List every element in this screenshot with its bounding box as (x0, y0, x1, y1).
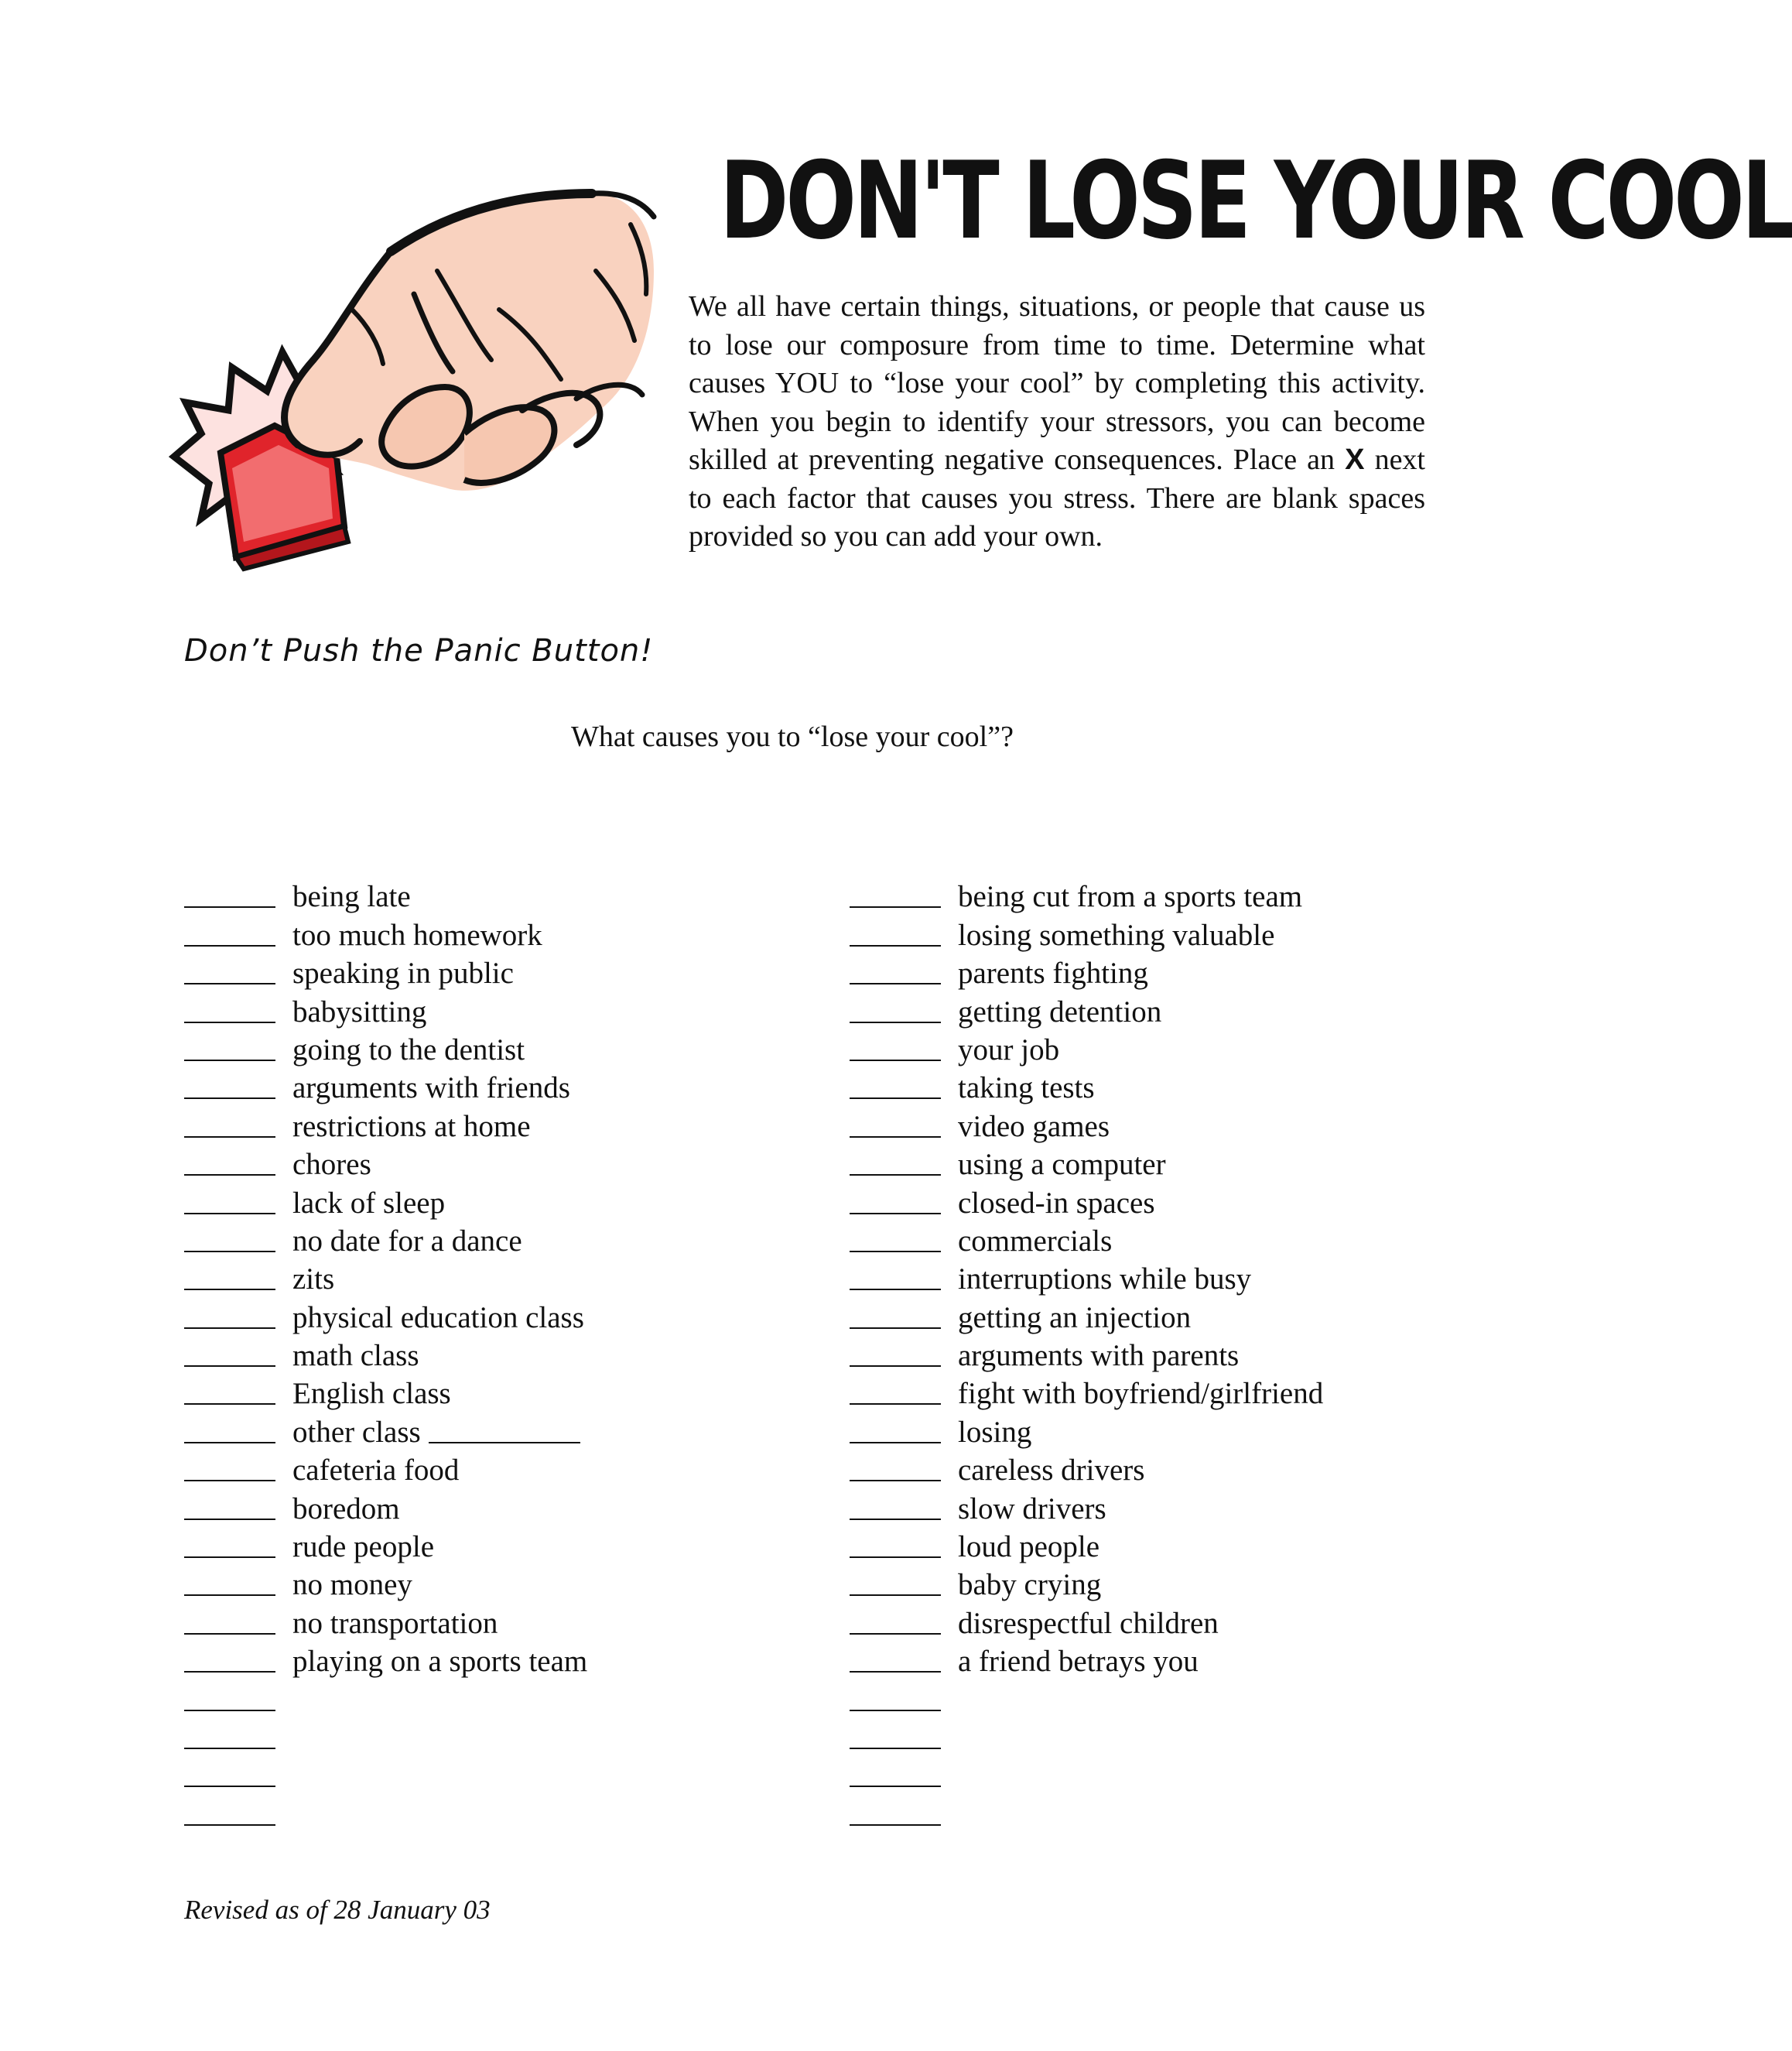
checklist-item-label: being late (292, 880, 411, 914)
intro-text-1: We all have certain things, situations, or people that cause us to lose our composure from time to time. Determine what causes YOU to “lose your cool” by completing this activity. When you begin to identify your stressors, you can become skilled at preventing negative consequences. Place an (689, 290, 1425, 476)
answer-blank[interactable] (850, 1213, 941, 1214)
right-checklist (850, 876, 1323, 1832)
answer-blank[interactable] (850, 1480, 941, 1481)
intro-text-2: next to each factor that causes you stress. There are blank spaces provided so you can add your own. (689, 443, 1425, 553)
intro-mark: X (1345, 443, 1365, 476)
checklist-item (850, 1564, 1323, 1602)
checklist-item-label: video games (958, 1109, 1110, 1143)
slogan: Don’t Push the Panic Button! (184, 633, 654, 669)
answer-blank[interactable] (184, 1060, 275, 1061)
checklist-item (184, 1450, 587, 1488)
answer-blank[interactable] (850, 1251, 941, 1252)
answer-blank[interactable] (184, 1097, 275, 1099)
checklist-item (850, 1067, 1323, 1105)
checklist-item-label: parents fighting (958, 957, 1148, 991)
checklist-item (850, 1221, 1323, 1258)
checklist-item-label: closed-in spaces (958, 1186, 1155, 1220)
checklist-item-label: chores (292, 1148, 371, 1182)
checklist-item-label: commercials (958, 1224, 1113, 1258)
answer-blank[interactable] (850, 1786, 941, 1787)
answer-blank[interactable] (850, 1327, 941, 1329)
other-class-blank[interactable] (429, 1442, 580, 1443)
checklist-item (184, 1793, 587, 1831)
checklist-item (850, 914, 1323, 952)
checklist-item-label: losing (958, 1415, 1032, 1449)
answer-blank[interactable] (850, 1519, 941, 1520)
checklist-item (850, 1717, 1323, 1755)
answer-blank[interactable] (184, 906, 275, 908)
checklist-item (850, 1144, 1323, 1182)
checklist-item (184, 1296, 587, 1334)
checklist-item-label: interruptions while busy (958, 1262, 1252, 1296)
answer-blank[interactable] (184, 1213, 275, 1214)
checklist-item-label: baby crying (958, 1568, 1102, 1602)
checklist-item (184, 1373, 587, 1411)
checklist-item (850, 1679, 1323, 1717)
answer-blank[interactable] (184, 1289, 275, 1290)
answer-blank[interactable] (184, 1251, 275, 1252)
answer-blank[interactable] (850, 1594, 941, 1596)
checklist-item-label: playing on a sports team (292, 1645, 588, 1679)
checklist-item (184, 1755, 587, 1793)
checklist-item (184, 1144, 587, 1182)
checklist-item-label: rude people (292, 1530, 435, 1564)
checklist-item (184, 1067, 587, 1105)
hand-pressing-panic-button-icon (159, 178, 673, 580)
checklist-item (850, 1182, 1323, 1220)
answer-blank[interactable] (184, 1824, 275, 1826)
checklist-item-label: other class (292, 1415, 421, 1449)
checklist-item-label: cafeteria food (292, 1454, 460, 1488)
checklist-item (184, 1105, 587, 1143)
checklist-item-label: being cut from a sports team (958, 880, 1303, 914)
checklist-item (850, 1258, 1323, 1296)
checklist-item (184, 991, 587, 1029)
checklist-item (850, 1755, 1323, 1793)
checklist-item-label: zits (292, 1262, 335, 1296)
checklist-item (850, 1641, 1323, 1679)
checklist-item-label: disrespectful children (958, 1606, 1219, 1640)
checklist-item (850, 1793, 1323, 1831)
answer-blank[interactable] (184, 1136, 275, 1138)
answer-blank[interactable] (184, 1442, 275, 1443)
checklist-item (850, 991, 1323, 1029)
answer-blank[interactable] (184, 983, 275, 984)
checklist-item (184, 876, 587, 914)
answer-blank[interactable] (184, 1022, 275, 1023)
answer-blank[interactable] (850, 1710, 941, 1711)
answer-blank[interactable] (850, 1633, 941, 1635)
checklist-item-label: going to the dentist (292, 1032, 525, 1067)
checklist-item-label: using a computer (958, 1148, 1166, 1182)
answer-blank[interactable] (850, 1136, 941, 1138)
checklist-item (850, 1373, 1323, 1411)
answer-blank[interactable] (850, 1289, 941, 1290)
checklist-item-label: restrictions at home (292, 1109, 531, 1143)
checklist-item (184, 1679, 587, 1717)
answer-blank[interactable] (850, 1365, 941, 1367)
checklist-item (184, 1641, 587, 1679)
checklist-item (850, 1526, 1323, 1564)
checklist-item-label: loud people (958, 1530, 1100, 1564)
left-checklist (184, 876, 587, 1832)
checklist-item (184, 1182, 587, 1220)
checklist-item (850, 1029, 1323, 1067)
checklist-item-label: getting an injection (958, 1300, 1192, 1334)
answer-blank[interactable] (184, 1519, 275, 1520)
checklist-item (184, 953, 587, 991)
answer-blank[interactable] (184, 1365, 275, 1367)
checklist-item-label: no transportation (292, 1606, 498, 1640)
checklist-item-label: taking tests (958, 1071, 1095, 1105)
checklist-item-label: physical education class (292, 1300, 584, 1334)
answer-blank[interactable] (184, 1710, 275, 1711)
checklist-item-label: your job (958, 1032, 1060, 1067)
answer-blank[interactable] (184, 1748, 275, 1749)
checklist-item-label: no date for a dance (292, 1224, 522, 1258)
checklist-item (184, 1602, 587, 1640)
answer-blank[interactable] (184, 1480, 275, 1481)
answer-blank[interactable] (184, 945, 275, 947)
checklist-item (850, 1335, 1323, 1373)
answer-blank[interactable] (850, 1442, 941, 1443)
checklist-item (184, 1564, 587, 1602)
checklist-item (850, 1411, 1323, 1449)
answer-blank[interactable] (850, 1556, 941, 1558)
checklist-item (850, 1450, 1323, 1488)
checklist-item-label: math class (292, 1339, 419, 1373)
checklist-item (184, 1488, 587, 1525)
checklist-item-label: boredom (292, 1491, 400, 1525)
answer-blank[interactable] (184, 1556, 275, 1558)
checklist-item-label: too much homework (292, 918, 542, 952)
answer-blank[interactable] (850, 1097, 941, 1099)
answer-blank[interactable] (184, 1403, 275, 1405)
page-title: DON'T LOSE YOUR COOL (720, 139, 1792, 263)
checklist-item (850, 1105, 1323, 1143)
checklist-item-label: babysitting (292, 995, 427, 1029)
answer-blank[interactable] (850, 1060, 941, 1061)
checklist-item (850, 1488, 1323, 1525)
checklist-item (184, 1221, 587, 1258)
answer-blank[interactable] (184, 1327, 275, 1329)
answer-blank[interactable] (850, 906, 941, 908)
answer-blank[interactable] (184, 1594, 275, 1596)
checklist-item (850, 876, 1323, 914)
answer-blank[interactable] (850, 983, 941, 984)
answer-blank[interactable] (850, 1824, 941, 1826)
question-heading: What causes you to “lose your cool”? (571, 721, 1014, 753)
checklist-item (850, 1602, 1323, 1640)
checklist-item-label: fight with boyfriend/girlfriend (958, 1377, 1324, 1411)
checklist-item-label: a friend betrays you (958, 1645, 1199, 1679)
intro-paragraph (689, 288, 1425, 556)
answer-blank[interactable] (850, 1174, 941, 1176)
checklist-item-label: arguments with friends (292, 1071, 570, 1105)
answer-blank[interactable] (850, 1403, 941, 1405)
checklist-item-label: lack of sleep (292, 1186, 446, 1220)
answer-blank[interactable] (850, 1671, 941, 1673)
checklist-item (850, 953, 1323, 991)
answer-blank[interactable] (184, 1633, 275, 1635)
checklist-item-label: English class (292, 1377, 451, 1411)
checklist-item-label: slow drivers (958, 1491, 1106, 1525)
answer-blank[interactable] (184, 1671, 275, 1673)
answer-blank[interactable] (850, 1748, 941, 1749)
answer-blank[interactable] (850, 1022, 941, 1023)
checklist-item-label: arguments with parents (958, 1339, 1240, 1373)
checklist-item (184, 914, 587, 952)
checklist-item-label: losing something valuable (958, 918, 1275, 952)
checklist-item-label: speaking in public (292, 957, 514, 991)
revision-note: Revised as of 28 January 03 (184, 1895, 491, 1925)
checklist-item (184, 1717, 587, 1755)
checklist-item (850, 1296, 1323, 1334)
answer-blank[interactable] (184, 1174, 275, 1176)
checklist-item (184, 1411, 587, 1449)
checklist-item (184, 1258, 587, 1296)
answer-blank[interactable] (184, 1786, 275, 1787)
checklist-item (184, 1029, 587, 1067)
checklist-item-label: no money (292, 1568, 412, 1602)
checklist-item (184, 1335, 587, 1373)
answer-blank[interactable] (850, 945, 941, 947)
checklist-item-label: careless drivers (958, 1454, 1145, 1488)
checklist-item (184, 1526, 587, 1564)
checklist-item-label: getting detention (958, 995, 1162, 1029)
